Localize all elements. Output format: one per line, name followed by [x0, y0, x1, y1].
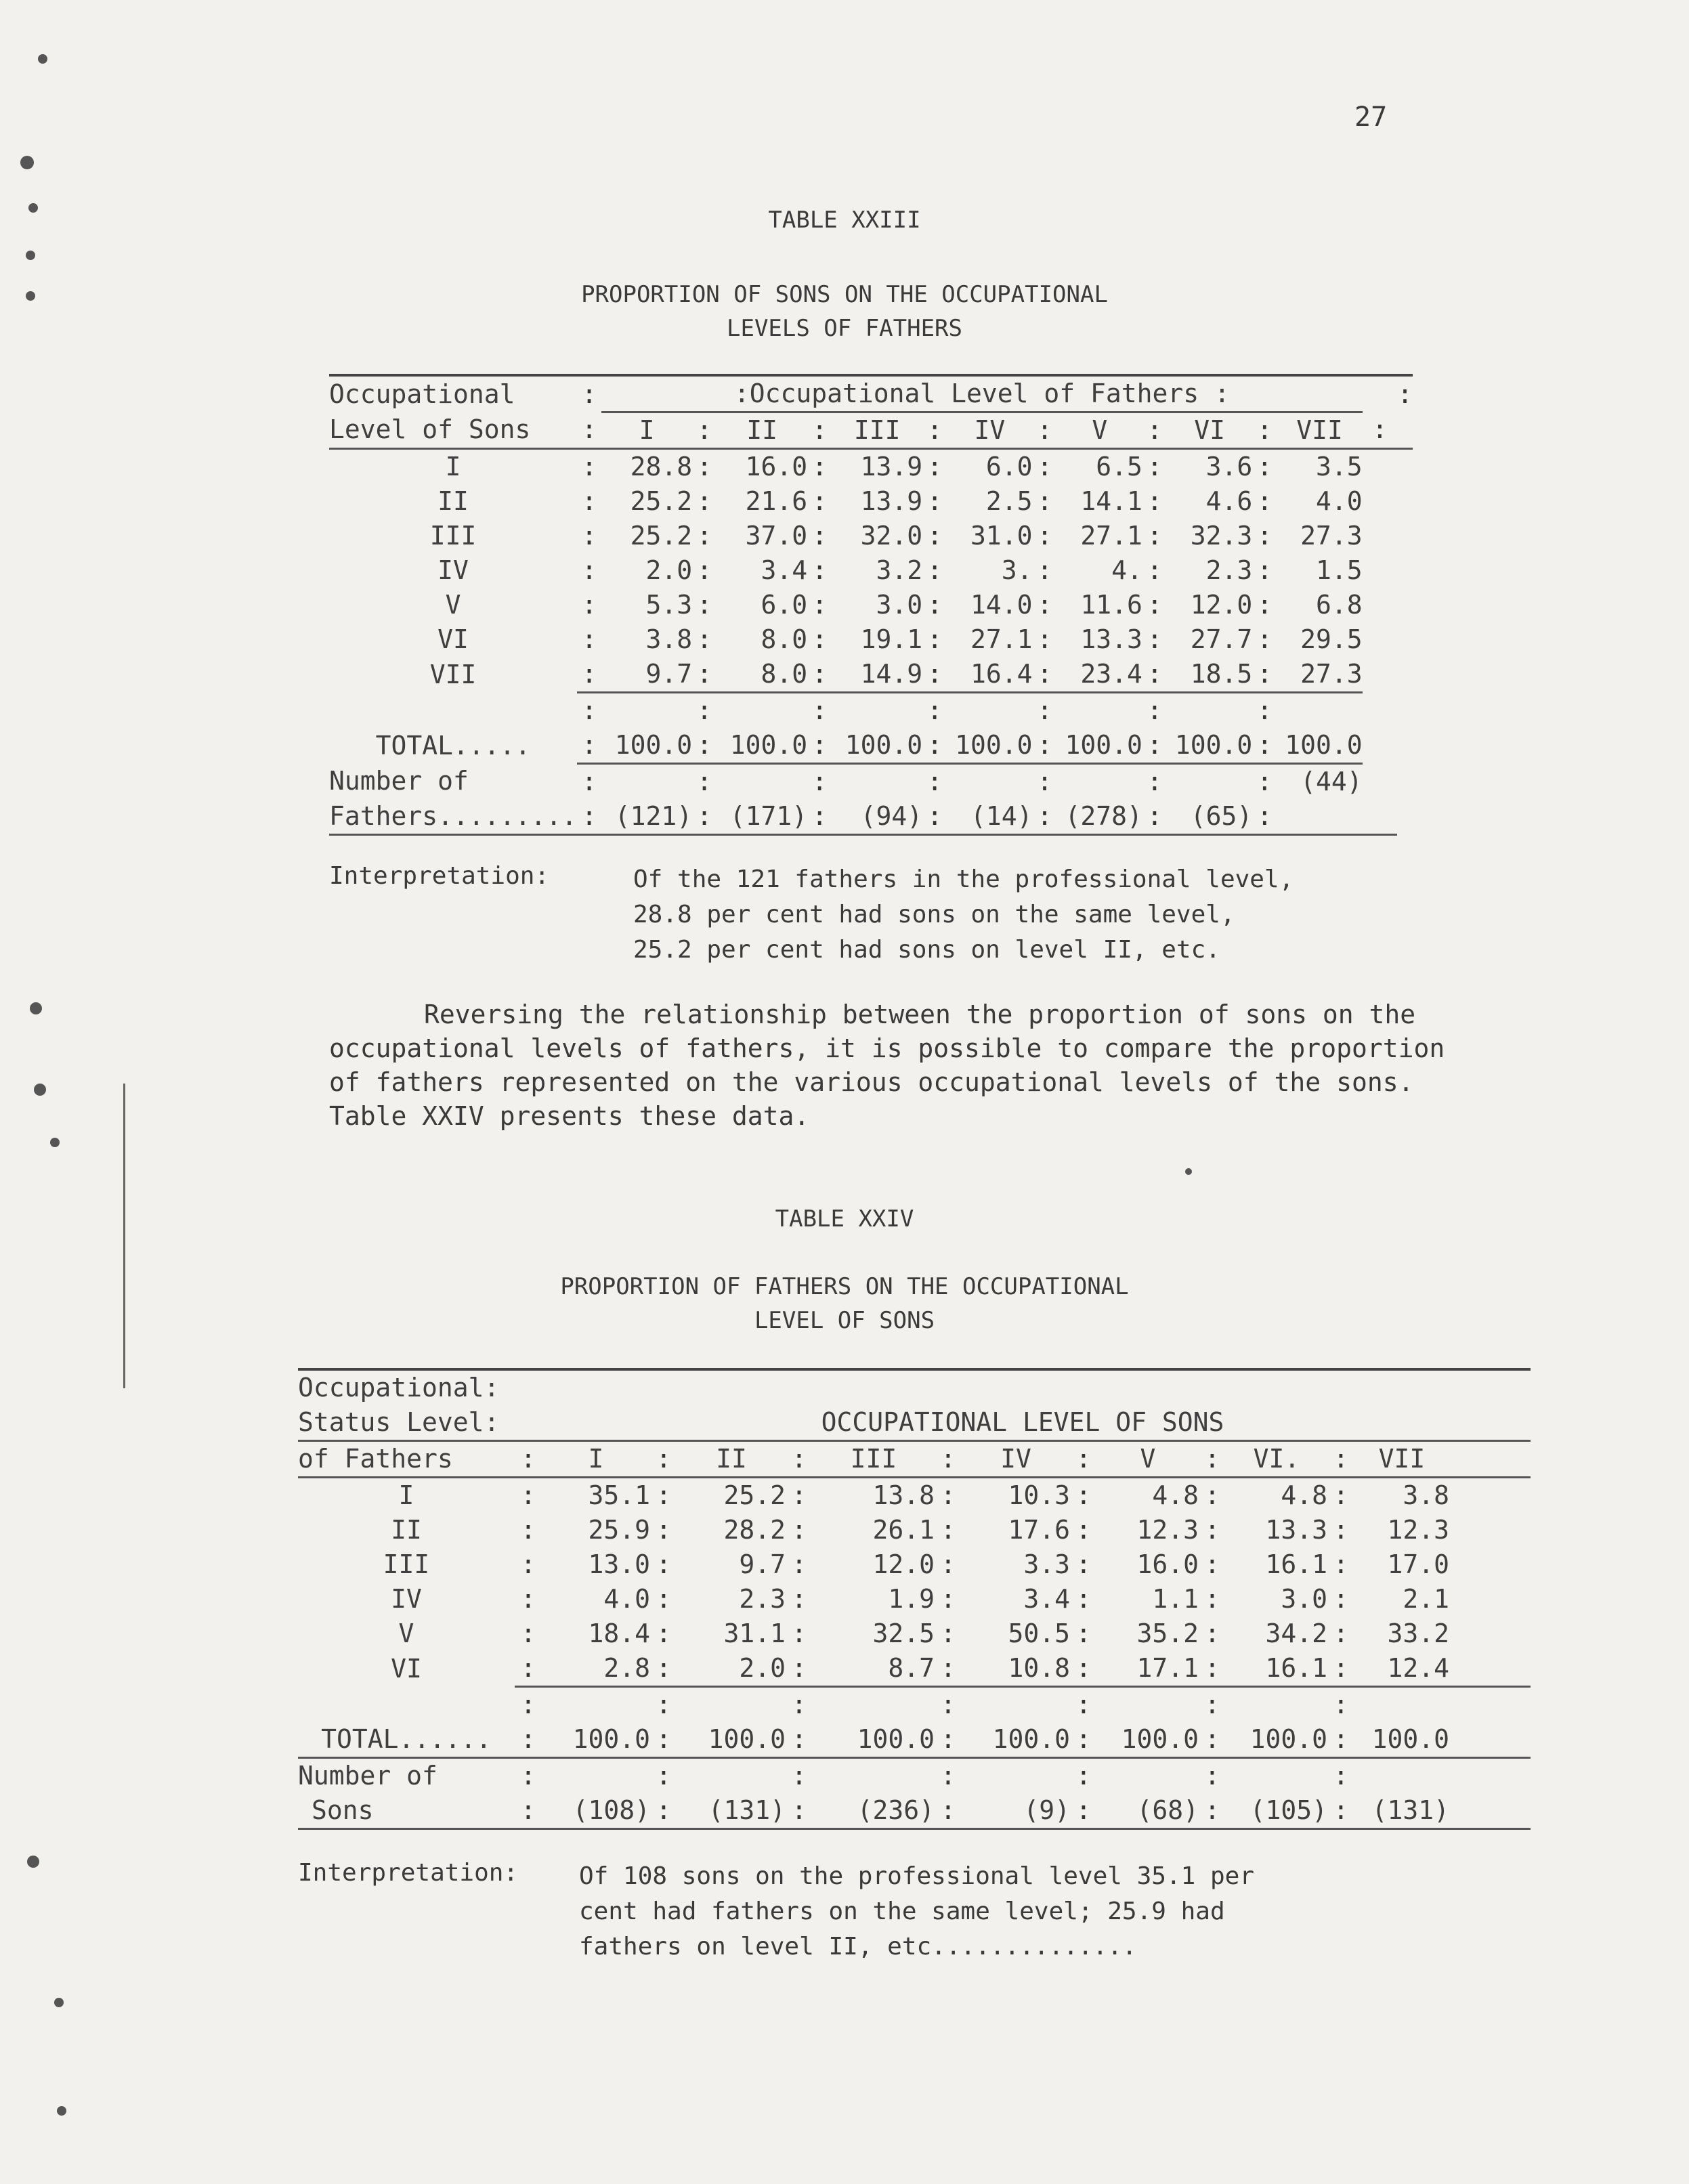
table-row: V : 5.3 : 6.0 : 3.0 : 14.0 : 11.6 : 12.0 : 6.8 — [329, 588, 1413, 622]
table-cell: 4.0 — [603, 1584, 650, 1614]
table1-header-left1: Occupational — [329, 379, 515, 409]
table1-col-header: I — [601, 412, 692, 449]
table1-number-cell: (171) — [717, 799, 807, 835]
table1-row-label: III — [429, 521, 477, 551]
table-cell: 2.8 — [542, 1651, 650, 1687]
table2: Occupational: Status Level: OCCUPATIONAL LEVEL OF SONS of Fathers : I : II : III : IV : V : VI. : VII I : 35.1 : 25.2 : 13.8 : 10.3 : 4.8 : 4.8 : 3.8 II : 25.9 : 28.2 : 26.1 : 17.6 : 12.3 : 13.3 : 12.3 III : 13.0 : 9.7 : 12.0 : 3.3 : 16.0 : 16.1 : 17.0 IV : 4.0 : 2.3 : 1.9 : 3.4 : 1.1 : 3.0 : 2.1 V : 18.4 : 31.1 : 32.5 : 50.5 : 35.2 : 34.2 : 33.2 VI : 2.8 : 2.0 : 8.7 : 10.8 : 17.1 : 16.1 : 12.4 : : : : : : : TOTAL...... : 100.0 : 100.0 : 100.0 : 100.0 : 100.0 : 100.0 : 100.0 Number of : : : : : : : Sons : (108) : (131) : (236) : (9) : (68) : (105) : (131) — [298, 1368, 1531, 1830]
table-cell: 3.3 — [1023, 1549, 1070, 1579]
table-row: II : 25.2 : 21.6 : 13.9 : 2.5 : 14.1 : 4.6 : 4.0 — [329, 484, 1413, 519]
table-cell: 5.3 — [645, 590, 693, 620]
table-cell: 27.1 — [1080, 521, 1142, 551]
table2-total-cell: 100.0 — [1354, 1722, 1449, 1758]
table-cell: 13.9 — [860, 486, 923, 516]
table-cell: 1.1 — [1152, 1584, 1199, 1614]
table2-number-label1: Number of — [298, 1761, 437, 1791]
table2-total-cell: 100.0 — [813, 1722, 935, 1758]
table-cell: 34.2 — [1265, 1619, 1327, 1648]
table1-row-label: II — [437, 486, 469, 516]
table1-total-label: TOTAL..... — [375, 730, 531, 761]
table2-number-cell: (108) — [542, 1793, 650, 1829]
binding-hole-mark — [34, 1084, 46, 1096]
table-cell: 21.6 — [745, 486, 808, 516]
table-cell: 4.0 — [1316, 486, 1363, 516]
interp1-label: Interpretation: — [329, 862, 550, 890]
table2-total-cell: 100.0 — [542, 1722, 650, 1758]
paragraph-line3: of fathers represented on the various occupational levels of the sons. — [329, 1067, 1414, 1097]
interp2-line3: fathers on level II, etc.............. — [579, 1933, 1137, 1961]
table1-total-cell: 100.0 — [947, 728, 1032, 764]
table-cell: 16.1 — [1265, 1549, 1327, 1579]
table-cell: 3.6 — [1205, 452, 1253, 481]
table2-caption-line2: LEVEL OF SONS — [754, 1307, 935, 1334]
table-row: VII : 9.7 : 8.0 : 14.9 : 16.4 : 23.4 : 18.5 : 27.3 — [329, 657, 1413, 693]
table-cell: 13.9 — [860, 452, 923, 481]
table2-number-row: Sons : (108) : (131) : (236) : (9) : (68) : (105) : (131) — [298, 1793, 1531, 1829]
table-cell: 26.1 — [872, 1515, 935, 1545]
table-cell: 16.0 — [745, 452, 808, 481]
table-cell: 3.5 — [1316, 452, 1363, 481]
table-cell: 17.6 — [1008, 1515, 1070, 1545]
interp2-line1: Of 108 sons on the professional level 35.1 per — [579, 1862, 1254, 1890]
interp2-label: Interpretation: — [298, 1859, 519, 1887]
table-cell: 28.8 — [630, 452, 693, 481]
table1-number-cell: (278) — [1057, 799, 1142, 835]
table2-total-label: TOTAL...... — [298, 1722, 515, 1758]
table-cell: 32.3 — [1190, 521, 1253, 551]
table-cell: 12.3 — [1136, 1515, 1199, 1545]
table-cell: 18.4 — [588, 1619, 650, 1648]
table1-total-cell: 100.0 — [601, 728, 692, 764]
table2-number-cell: (131) — [677, 1793, 786, 1829]
table-row: III : 25.2 : 37.0 : 32.0 : 31.0 : 27.1 : 32.3 : 27.3 — [329, 519, 1413, 553]
table-cell: 11.6 — [1080, 590, 1142, 620]
table-cell: 8.7 — [813, 1651, 935, 1687]
table-cell: 6.8 — [1316, 590, 1363, 620]
table1-col-header: III — [832, 412, 922, 449]
table2-number-cell: (9) — [962, 1793, 1070, 1829]
table-cell: 10.8 — [962, 1651, 1070, 1687]
table2-number-cell: (68) — [1097, 1793, 1199, 1829]
table2-row-label: III — [383, 1549, 430, 1579]
table-cell: 35.2 — [1136, 1619, 1199, 1648]
binding-hole-mark — [50, 1138, 60, 1147]
table-cell: 25.2 — [630, 486, 693, 516]
table-cell: 13.8 — [872, 1480, 935, 1510]
table1-row-label: VII — [429, 659, 477, 689]
table-cell: 27.1 — [970, 624, 1033, 654]
table2-number-cell: (105) — [1226, 1793, 1327, 1829]
table2-header-left3: of Fathers — [298, 1441, 515, 1478]
table1-row-label: VI — [437, 624, 469, 654]
table2-header-left1: Occupational: — [298, 1373, 500, 1403]
table1-row-label: I — [445, 452, 461, 481]
table2-row-label: I — [398, 1480, 414, 1510]
table1-header-row2: Level of Sons : I : II : III : IV : V : VI : VII : — [329, 412, 1413, 449]
table2-row-label: II — [391, 1515, 422, 1545]
table2-caption — [0, 1270, 1689, 1337]
table1-total-cell: 100.0 — [1277, 728, 1362, 764]
table-cell: 13.3 — [1080, 624, 1142, 654]
table1-caption — [0, 278, 1689, 345]
table2-col-header: I — [542, 1441, 650, 1478]
table-row: IV : 4.0 : 2.3 : 1.9 : 3.4 : 1.1 : 3.0 : 2.1 — [298, 1582, 1531, 1616]
table2-col-header: IV — [962, 1441, 1070, 1478]
table-cell: 25.2 — [723, 1480, 786, 1510]
table-cell: 14.1 — [1080, 486, 1142, 516]
table-row: I : 35.1 : 25.2 : 13.8 : 10.3 : 4.8 : 4.8 : 3.8 — [298, 1478, 1531, 1514]
table-cell: 3.0 — [876, 590, 923, 620]
table-row: II : 25.9 : 28.2 : 26.1 : 17.6 : 12.3 : 13.3 : 12.3 — [298, 1513, 1531, 1547]
table-cell: 37.0 — [745, 521, 808, 551]
table-cell: 2.1 — [1403, 1584, 1449, 1614]
table-cell: 27.3 — [1277, 657, 1362, 693]
table-row: VI : 2.8 : 2.0 : 8.7 : 10.8 : 17.1 : 16.1 : 12.4 — [298, 1651, 1531, 1687]
table1-total-cell: 100.0 — [1167, 728, 1252, 764]
table1-col-header: VII — [1277, 412, 1362, 449]
table-cell: 3.4 — [761, 555, 808, 585]
binding-hole-mark — [57, 2106, 66, 2116]
table-row: III : 13.0 : 9.7 : 12.0 : 3.3 : 16.0 : 16.1 : 17.0 — [298, 1547, 1531, 1582]
table-cell: 12.0 — [872, 1549, 935, 1579]
table1-total-cell: 100.0 — [717, 728, 807, 764]
table-cell: 9.7 — [739, 1549, 786, 1579]
table2-number-cell: (131) — [1354, 1793, 1449, 1829]
table1-col-header: II — [717, 412, 807, 449]
interp2-line2: cent had fathers on the same level; 25.9 had — [579, 1898, 1225, 1925]
paragraph-line1: Reversing the relationship between the proportion of sons on the — [424, 1000, 1416, 1029]
table-cell: 27.7 — [1190, 624, 1253, 654]
table2-caption-line1: PROPORTION OF FATHERS ON THE OCCUPATIONAL — [560, 1273, 1129, 1300]
table2-header-row: of Fathers : I : II : III : IV : V : VI. : VII — [298, 1441, 1531, 1478]
table-cell: 4.8 — [1281, 1480, 1327, 1510]
interp1-text — [633, 862, 1294, 968]
table1-header-left2: Level of Sons — [329, 412, 577, 449]
table-cell: 23.4 — [1057, 657, 1142, 693]
table1-number-cell: (44) — [1300, 767, 1363, 796]
table1-row-label: IV — [437, 555, 469, 585]
table2-row-label: VI — [391, 1653, 422, 1684]
table1-total-cell: 100.0 — [832, 728, 922, 764]
table-cell: 17.0 — [1387, 1549, 1449, 1579]
table-cell: 8.0 — [761, 624, 808, 654]
table1-number-cell: (94) — [832, 799, 922, 835]
table-cell: 12.4 — [1354, 1651, 1449, 1687]
table2-total-cell: 100.0 — [1226, 1722, 1327, 1758]
table1-number-cell: (65) — [1167, 799, 1252, 835]
binding-hole-mark — [20, 156, 34, 169]
binding-hole-mark — [38, 54, 47, 64]
table1-header-row1: Occupational : :Occupational Level of Fathers : : — [329, 375, 1413, 412]
table-cell: 16.0 — [1136, 1549, 1199, 1579]
table1-group-header: :Occupational Level of Fathers : — [601, 375, 1363, 412]
table-cell: 18.5 — [1167, 657, 1252, 693]
table-cell: 16.1 — [1226, 1651, 1327, 1687]
table2-row-label: IV — [391, 1584, 422, 1614]
table-cell: 13.3 — [1265, 1515, 1327, 1545]
table2-number-cell: (236) — [813, 1793, 935, 1829]
table1-group-header-text: Occupational Level of Fathers — [749, 379, 1199, 408]
stray-dot-mark — [1185, 1168, 1192, 1175]
table-cell: 25.9 — [588, 1515, 650, 1545]
table-cell: 3.8 — [645, 624, 693, 654]
table1-number-cell: (14) — [947, 799, 1032, 835]
table1-row-label: V — [445, 590, 461, 620]
table-cell: 10.3 — [1008, 1480, 1070, 1510]
interp1-line2: 28.8 per cent had sons on the same level, — [633, 901, 1235, 928]
paragraph-line4: Table XXIV presents these data. — [329, 1101, 810, 1131]
page-number: 27 — [1354, 102, 1388, 133]
table-cell: 16.4 — [947, 657, 1032, 693]
table-cell: 6.0 — [761, 590, 808, 620]
table1-caption-line1: PROPORTION OF SONS ON THE OCCUPATIONAL — [581, 281, 1108, 308]
table2-total-cell: 100.0 — [1097, 1722, 1199, 1758]
table-row: I : 28.8 : 16.0 : 13.9 : 6.0 : 6.5 : 3.6 : 3.5 — [329, 449, 1413, 485]
table-cell: 3. — [1001, 555, 1033, 585]
table-cell: 1.9 — [888, 1584, 935, 1614]
table2-number-label2: Sons — [298, 1793, 515, 1829]
table-cell: 31.0 — [970, 521, 1033, 551]
table-cell: 27.3 — [1300, 521, 1363, 551]
table2-total-row: TOTAL...... : 100.0 : 100.0 : 100.0 : 100.0 : 100.0 : 100.0 : 100.0 — [298, 1722, 1531, 1758]
table-cell: 4. — [1111, 555, 1142, 585]
table1-number-label2: Fathers......... — [329, 799, 577, 835]
table1-col-header: VI — [1167, 412, 1252, 449]
table1-caption-line2: LEVELS OF FATHERS — [727, 315, 962, 342]
binding-hole-mark — [27, 1856, 39, 1868]
table-cell: 28.2 — [723, 1515, 786, 1545]
table-cell: 1.5 — [1316, 555, 1363, 585]
body-paragraph — [329, 998, 1568, 1133]
table-cell: 29.5 — [1300, 624, 1363, 654]
table1-number-cell: (121) — [601, 799, 692, 835]
table-cell: 33.2 — [1387, 1619, 1449, 1648]
margin-pencil-line — [123, 1084, 125, 1388]
table-cell: 12.3 — [1387, 1515, 1449, 1545]
table-cell: 2.3 — [739, 1584, 786, 1614]
table-cell: 3.4 — [1023, 1584, 1070, 1614]
binding-hole-mark — [30, 1002, 42, 1014]
table-cell: 14.9 — [832, 657, 922, 693]
table2-col-header: VI. — [1226, 1441, 1327, 1478]
paragraph-line2: occupational levels of fathers, it is possible to compare the proportion — [329, 1033, 1445, 1063]
interp1-line3: 25.2 per cent had sons on level II, etc. — [633, 936, 1220, 964]
table-cell: 8.0 — [717, 657, 807, 693]
table-cell: 13.0 — [588, 1549, 650, 1579]
table-cell: 25.2 — [630, 521, 693, 551]
table-cell: 19.1 — [860, 624, 923, 654]
table-cell: 2.3 — [1205, 555, 1253, 585]
interp1-line1: Of the 121 fathers in the professional level, — [633, 865, 1294, 893]
interp2-text — [579, 1859, 1254, 1965]
table1-col-header: V — [1057, 412, 1142, 449]
binding-hole-mark — [54, 1998, 64, 2007]
table1: Occupational : :Occupational Level of Fathers : : Level of Sons : I : II : III : IV : V : VI : VII : I : 28.8 : 16.0 : 13.9 : 6.0 : 6.5 : 3.6 : 3.5 II : 25.2 : 21.6 : 13.9 : 2.5 : 14.1 : 4.6 : 4.0 III : 25.2 : 37.0 : 32.0 : 31.0 : 27.1 : 32.3 : 27.3 IV : 2.0 : 3.4 : 3.2 : 3. : 4. : 2.3 : 1.5 V : 5.3 : 6.0 : 3.0 : 14.0 : 11.6 : 12.0 : 6.8 VI : 3.8 : 8.0 : 19.1 : 27.1 : 13.3 : 27.7 : 29.5 VII : 9.7 : 8.0 : 14.9 : 16.4 : 23.4 : 18.5 : 27.3 : : : : : : : TOTAL..... : 100.0 : 100.0 : 100.0 : 100.0 : 100.0 : 100.0 : 100.0 Number of : : : : : : : (44) Fathers......... : (121) : (171) : (94) : (14) : (278) : (65) : — [329, 374, 1413, 836]
table-row: VI : 3.8 : 8.0 : 19.1 : 27.1 : 13.3 : 27.7 : 29.5 — [329, 622, 1413, 657]
table-cell: 2.5 — [985, 486, 1033, 516]
table-cell: 2.0 — [677, 1651, 786, 1687]
table-cell: 32.0 — [860, 521, 923, 551]
binding-hole-mark — [26, 251, 35, 260]
table2-total-cell: 100.0 — [677, 1722, 786, 1758]
table-cell: 4.6 — [1205, 486, 1253, 516]
table-cell: 6.5 — [1096, 452, 1142, 481]
table1-number-row: Fathers......... : (121) : (171) : (94) : (14) : (278) : (65) : — [329, 799, 1413, 835]
table2-col-header: VII — [1354, 1441, 1449, 1478]
table-cell: 9.7 — [601, 657, 692, 693]
table1-total-row: TOTAL..... : 100.0 : 100.0 : 100.0 : 100.0 : 100.0 : 100.0 : 100.0 — [329, 728, 1413, 764]
table-cell: 6.0 — [985, 452, 1033, 481]
table2-label: TABLE XXIV — [775, 1205, 914, 1233]
table-cell: 3.2 — [876, 555, 923, 585]
table1-number-label1: Number of — [329, 766, 469, 796]
table-cell: 2.0 — [645, 555, 693, 585]
table-cell: 17.1 — [1097, 1651, 1199, 1687]
table2-col-header: II — [677, 1441, 786, 1478]
table-cell: 3.8 — [1403, 1480, 1449, 1510]
table2-col-header: III — [813, 1441, 935, 1478]
table-cell: 4.8 — [1152, 1480, 1199, 1510]
table-row: V : 18.4 : 31.1 : 32.5 : 50.5 : 35.2 : 34.2 : 33.2 — [298, 1616, 1531, 1651]
table2-col-header: V — [1097, 1441, 1199, 1478]
table1-label: TABLE XXIII — [768, 207, 921, 234]
table-cell: 14.0 — [970, 590, 1033, 620]
table1-total-cell: 100.0 — [1057, 728, 1142, 764]
table-cell: 35.1 — [588, 1480, 650, 1510]
table2-total-cell: 100.0 — [962, 1722, 1070, 1758]
table2-group-header: OCCUPATIONAL LEVEL OF SONS — [515, 1405, 1531, 1441]
table-row: IV : 2.0 : 3.4 : 3.2 : 3. : 4. : 2.3 : 1.5 — [329, 553, 1413, 588]
table-cell: 12.0 — [1190, 590, 1253, 620]
table-cell: 31.1 — [723, 1619, 786, 1648]
table1-col-header: IV — [947, 412, 1032, 449]
table2-row-label: V — [398, 1619, 414, 1648]
table2-header-left2: Status Level: — [298, 1405, 515, 1441]
table-cell: 50.5 — [1008, 1619, 1070, 1648]
table-cell: 32.5 — [872, 1619, 935, 1648]
table-cell: 3.0 — [1281, 1584, 1327, 1614]
